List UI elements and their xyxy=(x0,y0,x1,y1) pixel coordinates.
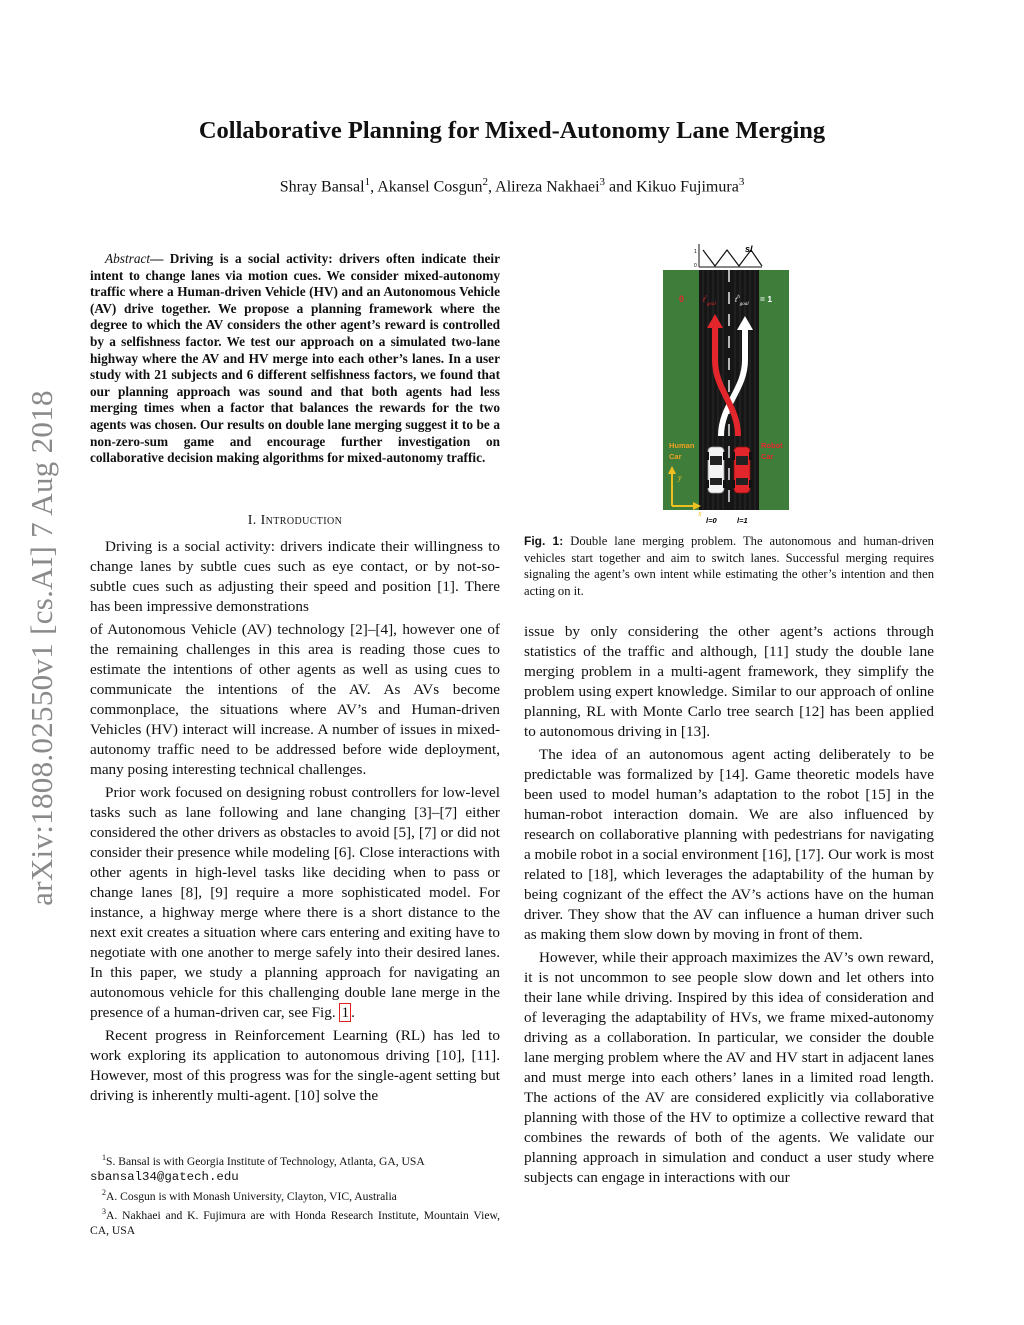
author-separator: , xyxy=(488,178,496,196)
mini-plot-tick: 0 xyxy=(694,263,697,269)
human-goal-label: $t^h_{goal}$ xyxy=(735,295,749,307)
paragraph: issue by only considering the other agent’s actions through statistics of the traffic and although, [11] study the double lane merging problem in a multi-agent framework, they simplify the problem using expert knowledge. Similar to our approach of online planning, RL with Monte Carlo tree search [12] has been applied to autonomous driving in [13]. xyxy=(524,623,934,740)
section-title: Introduction xyxy=(260,513,343,528)
footnote xyxy=(90,1150,500,1185)
footnote-text: A. Nakhaei and K. Fujimura are with Honda Research Institute, Mountain View, CA, USA xyxy=(90,1208,500,1237)
footnotes xyxy=(90,1150,500,1238)
sl-label: sl xyxy=(745,244,753,254)
lane-index-label: l=0 xyxy=(706,516,717,525)
author-name: Akansel Cosgun xyxy=(377,178,483,196)
paragraph: However, while their approach maximizes the AV’s own reward, it is not uncommon to see people slow down and let others into their lane while driving. Inspired by this idea of consideration and of leveraging the adaptability of HVs, we frame mixed-autonomy driving as a collaboration. In particular, we consider the double lane merging problem where the AV and HV start in adjacent lanes and must merge into each others’ lanes in a limited road length. The actions of the AV are considered explicitly via collaborative planning with those of the HV to optimize a collective reward that combines the rewards of both of the agents. We validate our planning approach in simulation and conduct a user study where subjects can engage in interactions with our xyxy=(524,949,934,1186)
paragraph-text: Prior work focused on designing robust controllers for low-level tasks such as lane following and lane changing [3]–[7] either considered the other drivers as obstacles to avoid [5], [7] or did not consider their presence while modeling [6]. Close interactions with other agents in high-level tasks like deciding when to pass or change lanes [8], [9] require a more sophisticated model. For instance, a highway merge where there is a short distance to the next exit creates a situation where cars entering and exiting have to negotiate with one another to merge safely into their desired lanes. In this paper, we study a planning approach for navigating an autonomous vehicle for this challenging double lane merge in the presence of a human-driven car, see Fig. xyxy=(90,784,500,1021)
footnote xyxy=(90,1185,500,1204)
robot-goal-label: $t^r_{goal}$ xyxy=(703,295,716,307)
author-separator: and xyxy=(605,178,637,196)
abstract-dash: — xyxy=(150,251,170,266)
author-name: Kikuo Fujimura xyxy=(636,178,739,196)
author-name: Shray Bansal xyxy=(279,178,365,196)
sl-signal-curve xyxy=(703,250,762,266)
paragraph: of Autonomous Vehicle (AV) technology [2]–[4], however one of the remaining challenges in this area is reading those cues to estimate the intentions of other agents as well as using cues to communicate the intentions of the AV. As AVs become commonplace, the situations where AV’s and Human-driven Vehicles (HV) interact will increase. A number of issues in mixed-autonomy traffic need to be addressed before wide deployment, many posing interesting technical challenges. xyxy=(90,621,500,778)
abstract xyxy=(90,251,500,467)
author-list xyxy=(0,176,1024,196)
figure-reference-link[interactable]: 1 xyxy=(341,1004,350,1021)
figure-lane-merging xyxy=(663,240,793,530)
mini-plot-tick: 1 xyxy=(694,249,697,255)
section-number: I. xyxy=(247,513,257,528)
author-email-link[interactable]: sbansal34@gatech.edu xyxy=(90,1169,239,1184)
arxiv-stamp-text: arXiv:1808.02550v1 [cs.AI] 7 Aug 2018 xyxy=(24,390,59,906)
robot-car xyxy=(732,447,752,493)
affiliation-mark: 3 xyxy=(738,176,745,188)
human-car-label: Car xyxy=(669,452,682,461)
affiliation-mark: 2 xyxy=(482,176,489,188)
footnote-mark: 1 xyxy=(102,1153,106,1162)
section-heading xyxy=(90,513,500,529)
footnote-mark: 2 xyxy=(102,1187,106,1197)
lane-one-label: = 1 xyxy=(760,294,773,304)
paper-title: Collaborative Planning for Mixed-Autonomy Lane Merging xyxy=(198,117,826,144)
footnote-text: S. Bansal is with Georgia Institute of Technology, Atlanta, GA, USA xyxy=(106,1154,425,1168)
footnote-mark: 3 xyxy=(102,1206,106,1216)
paragraph xyxy=(90,783,500,1023)
left-column-body xyxy=(90,537,500,1106)
author-name: Alireza Nakhaei xyxy=(495,178,600,196)
figure-caption xyxy=(524,533,934,599)
figure-label: Fig. 1: xyxy=(524,534,564,548)
y-axis-label: y xyxy=(678,473,682,482)
robot-car-label: Car xyxy=(761,452,774,461)
footnote xyxy=(90,1204,500,1238)
abstract-text: Driving is a social activity: drivers often indicate their intent to change lanes via motion cues. We consider mixed-autonomy traffic where a Human-driven Vehicle (HV) and an Autonomous Vehicle (AV) drive together. We propose a planning framework where the degree to which the AV considers the other agent’s reward is controlled by a selfishness factor. We test our approach on a simulated two-lane highway where the AV and HV merge into each other’s lanes. In a user study with 21 subjects and 6 different selfishness factors, we found that our planning approach was sound and that both agents had less merging times when a factor that balances the rewards for the two agents was chosen. Our results on double lane merging suggest it to be a non-zero-sum game and encourage further investigation on collaborative decision making algorithms for mixed-autonomy traffic. xyxy=(90,251,500,466)
figure-caption-text: Double lane merging problem. The autonomous and human-driven vehicles start together and aim to switch lanes. Successful merging requires signaling the agent’s own intent while estimating the other’s intention and then acting on it. xyxy=(524,534,934,598)
author-separator: , xyxy=(370,178,378,196)
lane-index-label: l=1 xyxy=(737,516,748,525)
paragraph-end: . xyxy=(351,1004,355,1021)
human-car xyxy=(706,447,726,493)
x-axis-label: x xyxy=(698,509,702,518)
paragraph: Driving is a social activity: drivers indicate their willingness to change lanes by subtle cues such as eye contact, or by not-so-subtle cues such as adjusting their speed and position [1]. There has been impressive demonstrations xyxy=(90,538,500,615)
abstract-label: Abstract xyxy=(105,251,151,266)
paragraph: The idea of an autonomous agent acting deliberately to be predictable was formalized by [14]. Game theoretic models have been used to model human’s adaptation to the robot [15] in the human-robot interaction domain. We are also influenced by research on collaborative planning with pedestrians for navigating a mobile robot in a social environment [16], [17]. Our work is most related to [18], which leverages the adaptability of the human by being cognizant of the effect the AV’s actions have on the human driver. They show that the AV can influence a human driver such as making them slow down by moving in front of them. xyxy=(524,746,934,943)
robot-car-label: Robot xyxy=(761,441,783,450)
lane-zero-label: 0 xyxy=(679,294,685,304)
footnote-text: A. Cosgun is with Monash University, Clayton, VIC, Australia xyxy=(106,1189,397,1203)
arxiv-stamp xyxy=(22,368,62,928)
right-column-body xyxy=(524,622,934,1188)
affiliation-mark: 1 xyxy=(364,176,371,188)
affiliation-mark: 3 xyxy=(599,176,606,188)
human-car-label: Human xyxy=(669,441,695,450)
paragraph: Recent progress in Reinforcement Learning (RL) has led to work exploring its application to autonomous driving [10], [11]. However, most of this progress was for the single-agent setting but driving is inherently multi-agent. [10] solve the xyxy=(90,1027,500,1104)
